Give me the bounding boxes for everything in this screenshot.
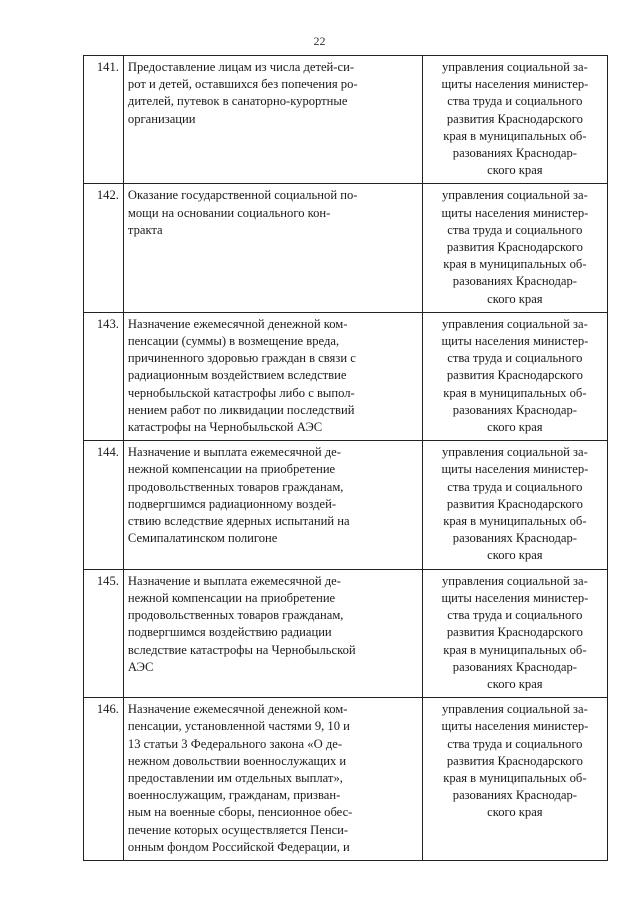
service-line: чернобыльской катастрофы либо с выпол- bbox=[127, 385, 355, 400]
table-row bbox=[84, 569, 608, 697]
service-line: радиационным воздействием вследствие bbox=[127, 368, 347, 383]
agency-line: края в муниципальных об- bbox=[443, 257, 587, 272]
table-row bbox=[84, 56, 608, 184]
service-line: тракта bbox=[127, 222, 163, 237]
agency-line: развития Краснодарского bbox=[446, 753, 583, 768]
responsible-agency bbox=[422, 56, 607, 184]
service-line: печение которых осуществляется Пенси- bbox=[127, 822, 349, 837]
agency-line: края в муниципальных об- bbox=[443, 514, 587, 529]
agency-line: края в муниципальных об- bbox=[443, 770, 587, 785]
agency-line: разованиях Краснодар- bbox=[452, 788, 577, 803]
agency-line: края в муниципальных об- bbox=[443, 385, 587, 400]
agency-line: развития Краснодарского bbox=[446, 625, 583, 640]
agency-line: управления социальной за- bbox=[441, 60, 588, 74]
agency-line: щиты населения министер- bbox=[441, 462, 589, 477]
row-number: 146. bbox=[84, 698, 124, 861]
page-number: 22 bbox=[313, 34, 326, 48]
service-line: нением работ по ликвидации последствий bbox=[127, 402, 355, 417]
agency-line: управления социальной за- bbox=[441, 188, 588, 203]
agency-line: ства труда и социального bbox=[447, 94, 583, 109]
service-name bbox=[123, 441, 422, 569]
service-line: военнослужащим, гражданам, призван- bbox=[127, 788, 341, 803]
services-table bbox=[83, 55, 608, 861]
service-line: онным фондом Российской Федерации, и bbox=[127, 839, 350, 854]
agency-line: развития Краснодарского bbox=[446, 368, 583, 383]
service-line: ствию вследствие ядерных испытаний на bbox=[127, 514, 350, 529]
service-line: подвергшимся воздействию радиации bbox=[127, 625, 332, 640]
agency-line: щиты населения министер- bbox=[441, 205, 589, 220]
agency-line: разованиях Краснодар- bbox=[452, 402, 577, 417]
service-name bbox=[123, 56, 422, 184]
row-number: 142. bbox=[84, 184, 124, 312]
service-line: предоставлении им отдельных выплат», bbox=[127, 770, 343, 785]
agency-line: щиты населения министер- bbox=[441, 719, 589, 734]
agency-line: ского края bbox=[487, 805, 543, 820]
agency-line: ского края bbox=[487, 291, 543, 306]
service-line: 13 статьи 3 Федерального закона «О де- bbox=[127, 736, 343, 751]
service-line: дителей, путевок в санаторно-курортные bbox=[127, 94, 348, 109]
row-number: 145. bbox=[84, 569, 124, 697]
service-line: причиненного здоровью граждан в связи с bbox=[127, 351, 356, 366]
service-line: мощи на основании социального кон- bbox=[127, 205, 331, 220]
agency-line: ства труда и социального bbox=[447, 351, 583, 366]
table-row bbox=[84, 184, 608, 312]
service-line: Назначение и выплата ежемесячной де- bbox=[127, 573, 341, 588]
responsible-agency bbox=[422, 698, 607, 861]
service-name bbox=[123, 184, 422, 312]
service-name bbox=[123, 569, 422, 697]
service-line: АЭС bbox=[127, 659, 154, 674]
service-line: подвергшимся радиационному воздей- bbox=[127, 496, 337, 511]
agency-line: разованиях Краснодар- bbox=[452, 274, 577, 289]
service-line: пенсации (суммы) в возмещение вреда, bbox=[127, 334, 340, 349]
agency-line: ства труда и социального bbox=[447, 479, 583, 494]
service-line: катастрофы на Чернобыльской АЭС bbox=[127, 420, 323, 435]
agency-line: щиты населения министер- bbox=[441, 77, 589, 92]
service-line: организации bbox=[127, 111, 196, 126]
service-name bbox=[123, 698, 422, 861]
agency-line: края в муниципальных об- bbox=[443, 128, 587, 143]
table-row bbox=[84, 698, 608, 861]
agency-line: ства труда и социального bbox=[447, 222, 583, 237]
service-line: Назначение ежемесячной денежной ком- bbox=[127, 316, 348, 331]
agency-line: края в муниципальных об- bbox=[443, 642, 587, 657]
service-line: ным на военные сборы, пенсионное обес- bbox=[127, 805, 353, 820]
agency-line: ского края bbox=[487, 420, 543, 435]
agency-line: ства труда и социального bbox=[447, 736, 583, 751]
service-line: Предоставление лицам из числа детей-си- bbox=[127, 60, 355, 74]
row-number: 144. bbox=[84, 441, 124, 569]
agency-line: разованиях Краснодар- bbox=[452, 531, 577, 546]
agency-line: развития Краснодарского bbox=[446, 496, 583, 511]
row-number: 143. bbox=[84, 312, 124, 440]
service-line: Оказание государственной социальной по- bbox=[127, 188, 358, 203]
agency-line: ства труда и социального bbox=[447, 608, 583, 623]
agency-line: ского края bbox=[487, 676, 543, 691]
responsible-agency bbox=[422, 441, 607, 569]
agency-line: развития Краснодарского bbox=[446, 111, 583, 126]
service-line: нежной компенсации на приобретение bbox=[127, 462, 336, 477]
service-line: нежном довольствии военнослужащих и bbox=[127, 753, 347, 768]
table-row bbox=[84, 441, 608, 569]
service-line: продовольственных товаров гражданам, bbox=[127, 608, 344, 623]
service-line: пенсации, установленной частями 9, 10 и bbox=[127, 719, 350, 734]
agency-line: разованиях Краснодар- bbox=[452, 659, 577, 674]
agency-line: управления социальной за- bbox=[441, 316, 588, 331]
agency-line: развития Краснодарского bbox=[446, 240, 583, 255]
agency-line: управления социальной за- bbox=[441, 573, 588, 588]
service-line: Назначение ежемесячной денежной ком- bbox=[127, 702, 348, 717]
service-name bbox=[123, 312, 422, 440]
agency-line: ского края bbox=[487, 548, 543, 563]
agency-line: управления социальной за- bbox=[441, 445, 588, 460]
responsible-agency bbox=[422, 569, 607, 697]
agency-line: управления социальной за- bbox=[441, 702, 588, 717]
agency-line: щиты населения министер- bbox=[441, 590, 589, 605]
service-line: Семипалатинском полигоне bbox=[127, 531, 278, 546]
service-line: рот и детей, оставшихся без попечения ро- bbox=[127, 77, 358, 92]
service-line: продовольственных товаров гражданам, bbox=[127, 479, 344, 494]
row-number: 141. bbox=[84, 56, 124, 184]
service-line: нежной компенсации на приобретение bbox=[127, 590, 336, 605]
agency-line: щиты населения министер- bbox=[441, 334, 589, 349]
responsible-agency bbox=[422, 312, 607, 440]
table-row bbox=[84, 312, 608, 440]
service-line: вследствие катастрофы на Чернобыльской bbox=[127, 642, 356, 657]
service-line: Назначение и выплата ежемесячной де- bbox=[127, 445, 341, 460]
responsible-agency bbox=[422, 184, 607, 312]
agency-line: ского края bbox=[487, 163, 543, 178]
agency-line: разованиях Краснодар- bbox=[452, 146, 577, 161]
